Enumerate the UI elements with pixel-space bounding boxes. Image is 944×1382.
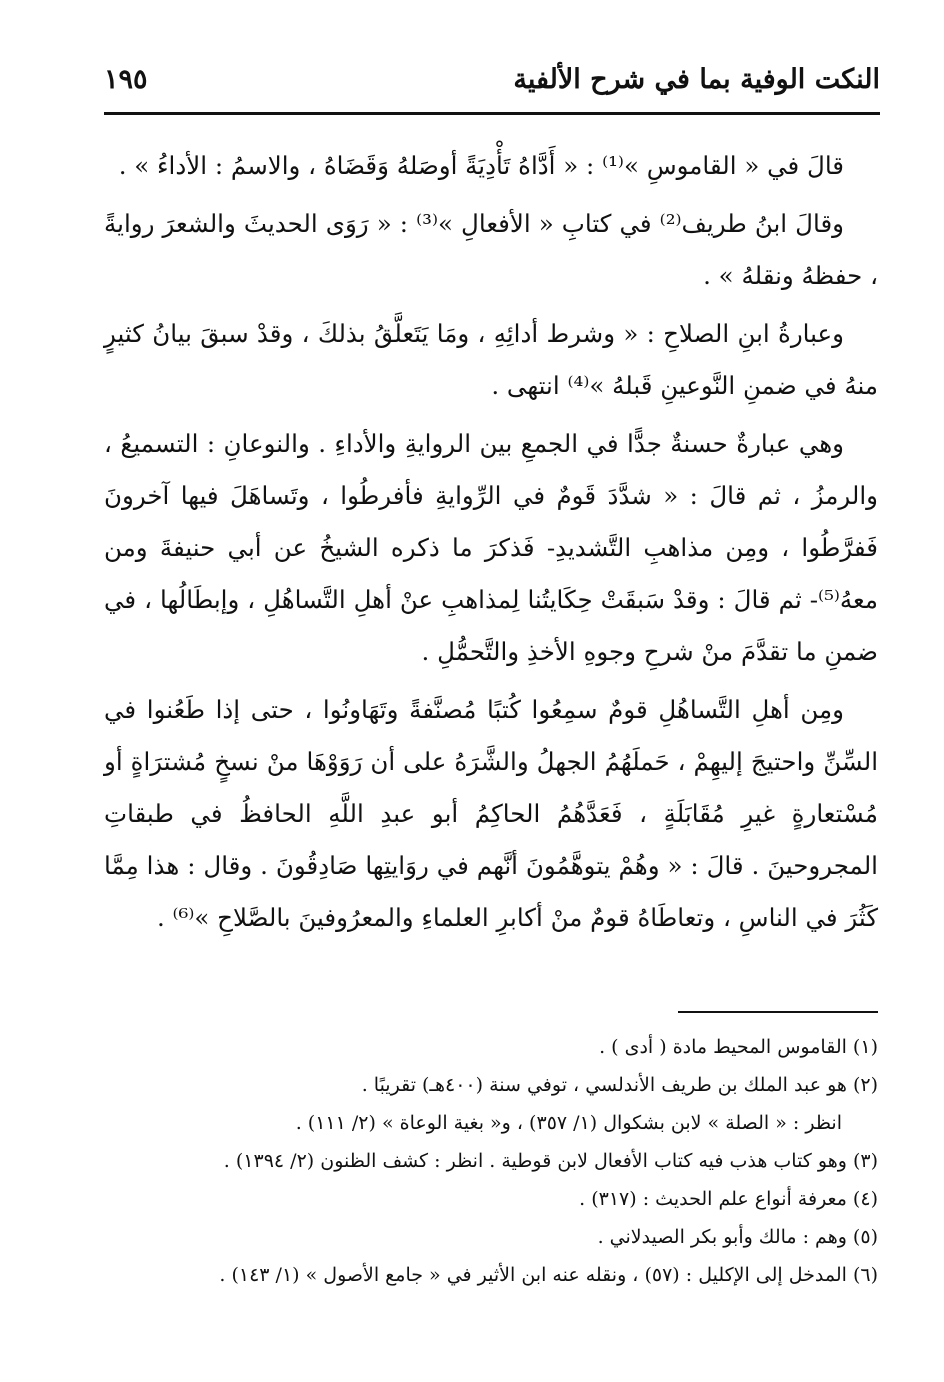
footnote: (١) القاموس المحيط مادة ( أدى ) .: [599, 1036, 878, 1058]
footnote: (٥) وهم : مالك وأبو بكر الصيدلاني .: [597, 1226, 878, 1248]
paragraph: قالَ في « القاموسِ »⁽¹⁾ : « أَدَّاهُ تَأْدِيَةً أوصَلهُ وَقَضَاهُ ، والاسمُ : الأداءُ » .: [118, 151, 844, 180]
footnote: (٦) المدخل إلى الإكليل : (٥٧) ، ونقله عنه ابن الأثير في « جامع الأصول » (١/ ١٤٣) .: [219, 1264, 878, 1286]
paragraph: وقالَ ابنُ طريف⁽²⁾ في كتابِ « الأفعالِ »⁽³⁾ : « رَوَى الحديثَ والشعرَ روايةً ، حفظهُ ونقلهُ » .: [104, 209, 878, 290]
main-text: [104, 140, 878, 950]
header-rule: [104, 112, 880, 115]
paragraph: وعبارةُ ابنِ الصلاحِ : « وشرط أدائِهِ ، ومَا يَتَعلَّقُ بذلكَ ، وقدْ سبقَ بيانُ كثيرٍ منهُ في ضمنِ النَّوعينِ قَبلهُ »⁽⁴⁾ انتهى .: [104, 319, 878, 400]
footnote: (٢) هو عبد الملك بن طريف الأندلسي ، توفي سنة (٤٠٠هـ) تقريبًا .: [361, 1074, 878, 1096]
paragraph: ومِن أهلِ التَّساهُلِ قومٌ سمِعُوا كُتبًا مُصنَّفةً وتَهَاونُوا ، حتى إذا طَعُنوا في السِّنِّ واحتيجَ إليهِمْ ، حَملَهُمُ الجهلُ والشَّرَهُ على أن رَوَوْهَا منْ نسخٍ مُشترَاةٍ أو مُسْتعارةٍ غيرِ مُقَابَلَةٍ ، فَعَدَّهُمُ الحاكِمُ أبو عبدِ اللَّهِ الحافظُ في طبقاتِ المجروحينَ . قالَ : « وهُمْ يتوهَّمُونَ أنَّهم في روَايتِها صَادِقُونَ . وقال : هذا مِمَّا كَثُرَ في الناسِ ، وتعاطَاهُ قومٌ منْ أكابرِ العلماءِ والمعرُوفينَ بالصَّلاحِ »⁽⁶⁾ .: [104, 695, 878, 932]
footnote-continuation: انظر : « الصلة » لابن بشكوال (١/ ٣٥٧) ، و« بغية الوعاة » (٢/ ١١١) .: [295, 1112, 842, 1134]
page-number: ١٩٥: [104, 64, 148, 95]
footnote: (٣) وهو كتاب هذب فيه كتاب الأفعال لابن قوطية . انظر : كشف الظنون (٢/ ١٣٩٤) .: [223, 1150, 878, 1172]
paragraph: وهي عبارةٌ حسنةٌ جدًّا في الجمعِ بين الروايةِ والأداءِ . والنوعانِ : التسميعُ ، والرمزُ ، ثم قالَ : « شدَّدَ قَومٌ في الرِّوايةِ فأفرطُوا ، وتَساهَلَ فيها آخرونَ فَفرَّطُوا ، ومِن مذاهبِ التَّشديدِ- فَذكرَ ما ذكره الشيخُ عن أبي حنيفةَ ومن معهُ⁽⁵⁾- ثم قالَ : وقدْ سَبقَتْ حِكَايتُنا لِمذاهبِ عنْ أهلِ التَّساهُلِ ، وإبطَالُها ، في ضمنِ ما تقدَّمَ منْ شرحِ وجوهِ الأخذِ والتَّحمُّلِ .: [104, 429, 878, 666]
footnote: (٤) معرفة أنواع علم الحديث : (٣١٧) .: [579, 1188, 878, 1210]
footnotes: [104, 1028, 878, 1294]
running-header: [104, 58, 880, 110]
running-title: النكت الوفية بما في شرح الألفية: [513, 64, 880, 95]
footnote-separator: [678, 1011, 878, 1013]
